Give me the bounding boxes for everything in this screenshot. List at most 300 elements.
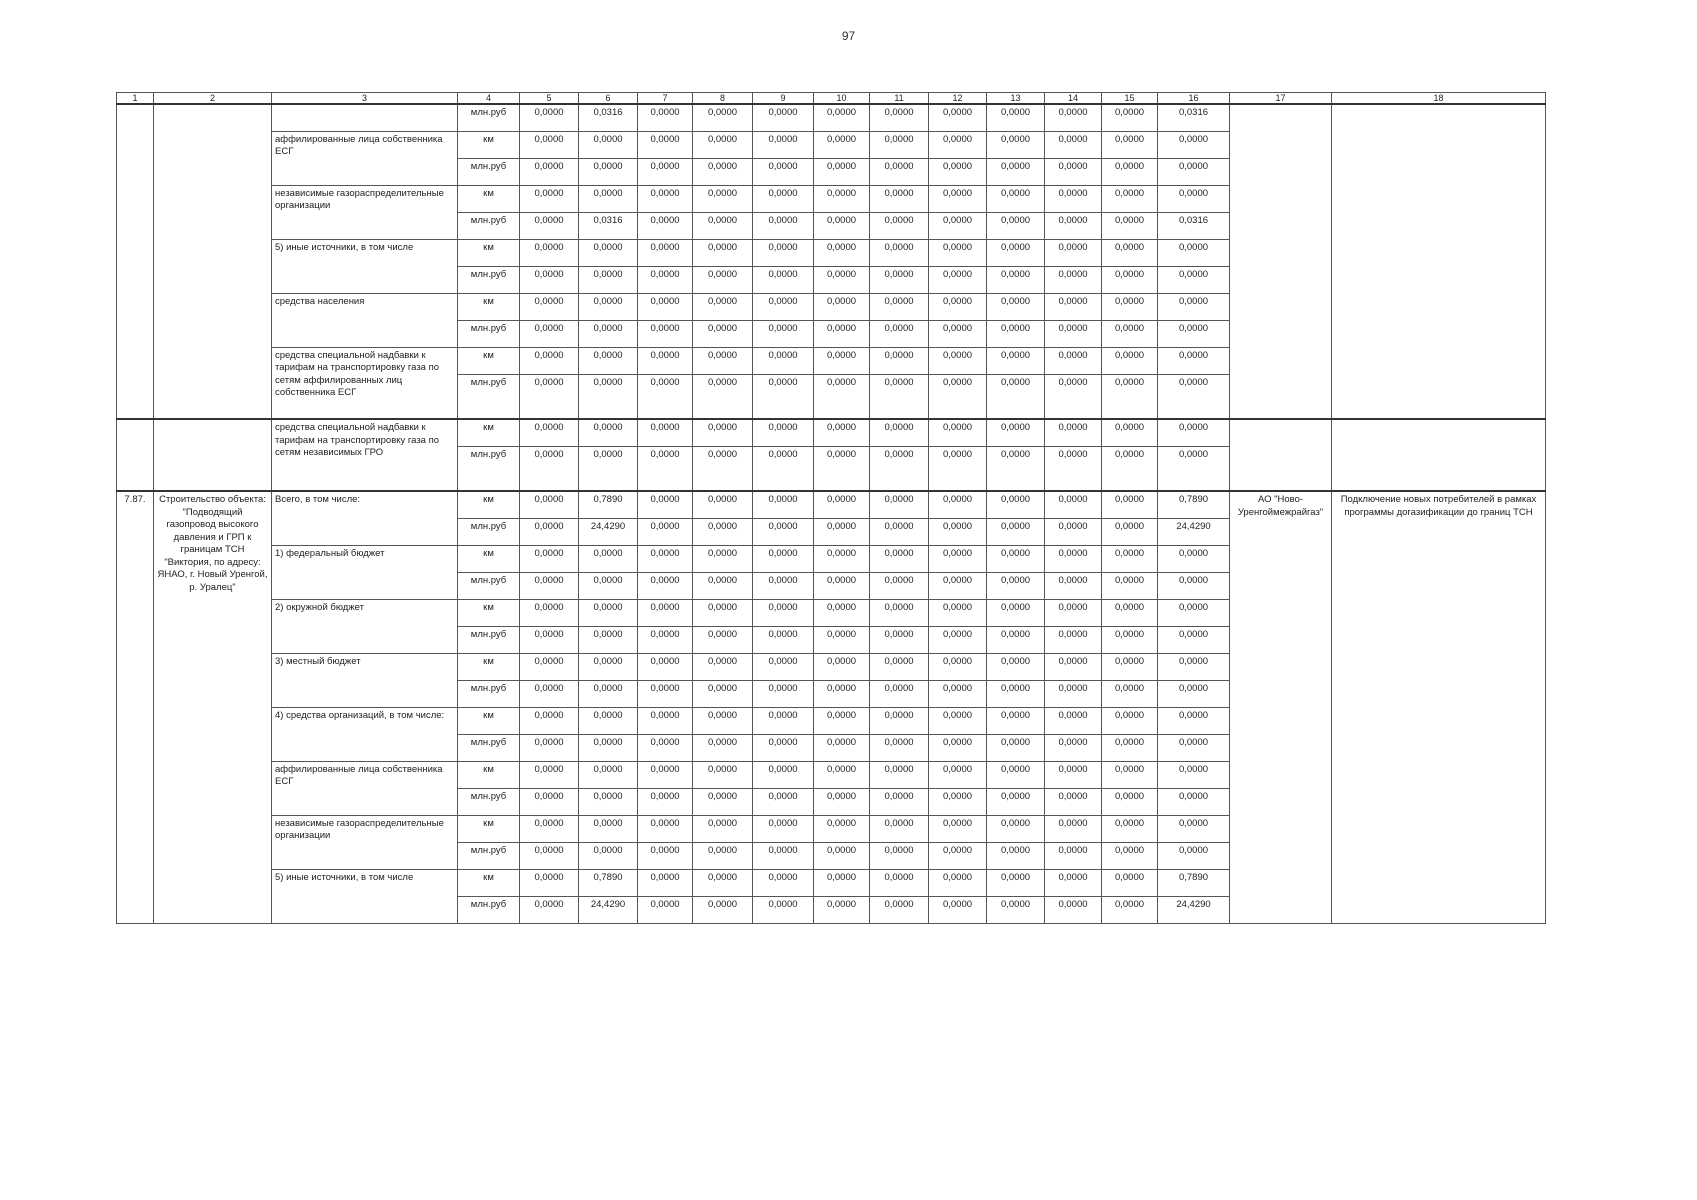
value-cell: 0,0000 [1102, 572, 1158, 599]
value-cell: 0,0000 [579, 626, 638, 653]
column-number-cell: 3 [272, 93, 458, 105]
value-cell: 0,0000 [693, 572, 753, 599]
value-cell: 0,0000 [693, 626, 753, 653]
value-cell: 0,0000 [870, 599, 929, 626]
unit-cell: млн.руб [458, 266, 520, 293]
value-cell: 0,0000 [1045, 545, 1102, 572]
value-cell: 0,0000 [520, 599, 579, 626]
value-cell: 0,0000 [814, 158, 870, 185]
value-cell: 0,0000 [753, 653, 814, 680]
value-cell: 24,4290 [1158, 896, 1230, 923]
value-cell: 0,0000 [870, 419, 929, 446]
value-cell: 0,0000 [638, 212, 693, 239]
value-cell: 24,4290 [579, 896, 638, 923]
value-cell: 0,0000 [929, 707, 987, 734]
value-cell: 0,0000 [638, 266, 693, 293]
value-cell: 0,0000 [987, 572, 1045, 599]
value-cell: 0,0000 [870, 896, 929, 923]
value-cell: 0,0000 [753, 212, 814, 239]
value-cell: 0,0000 [638, 374, 693, 419]
value-cell: 0,0000 [929, 446, 987, 491]
value-cell: 0,0000 [753, 545, 814, 572]
value-cell: 0,0000 [693, 599, 753, 626]
value-cell: 0,0000 [929, 815, 987, 842]
value-cell: 0,0000 [753, 104, 814, 131]
column-number-cell: 16 [1158, 93, 1230, 105]
value-cell: 0,0000 [638, 320, 693, 347]
value-cell: 0,0000 [814, 239, 870, 266]
value-cell: 0,0000 [753, 239, 814, 266]
value-cell: 0,0000 [1158, 815, 1230, 842]
value-cell: 0,0000 [1102, 788, 1158, 815]
value-cell: 0,0000 [987, 212, 1045, 239]
value-cell: 0,0000 [987, 320, 1045, 347]
value-cell: 0,0000 [753, 761, 814, 788]
value-cell: 0,0000 [753, 293, 814, 320]
value-cell: 0,0000 [693, 518, 753, 545]
value-cell: 0,7890 [1158, 491, 1230, 518]
column-number-cell: 8 [693, 93, 753, 105]
value-cell: 0,0000 [1045, 446, 1102, 491]
value-cell: 0,7890 [579, 869, 638, 896]
value-cell: 0,0000 [638, 842, 693, 869]
value-cell: 0,0000 [929, 104, 987, 131]
unit-cell: млн.руб [458, 734, 520, 761]
value-cell: 0,0000 [814, 599, 870, 626]
value-cell: 0,0000 [1158, 842, 1230, 869]
value-cell: 0,0000 [579, 266, 638, 293]
value-cell: 0,0000 [987, 446, 1045, 491]
value-cell: 0,0000 [520, 734, 579, 761]
value-cell: 0,0000 [929, 599, 987, 626]
value-cell: 0,0000 [929, 266, 987, 293]
value-cell: 0,0000 [814, 761, 870, 788]
value-cell: 0,0000 [870, 869, 929, 896]
funding-source-label: средства специальной надбавки к тарифам на транспортировку газа по сетям независимых ГРО [272, 419, 458, 491]
value-cell: 0,0000 [929, 896, 987, 923]
value-cell: 0,0000 [814, 320, 870, 347]
unit-cell: млн.руб [458, 446, 520, 491]
value-cell: 0,0000 [987, 158, 1045, 185]
value-cell: 0,0000 [638, 239, 693, 266]
value-cell: 0,0000 [1158, 707, 1230, 734]
value-cell: 0,0000 [638, 131, 693, 158]
value-cell: 0,0000 [1045, 491, 1102, 518]
value-cell: 0,0000 [814, 896, 870, 923]
value-cell: 0,0000 [1102, 374, 1158, 419]
value-cell: 0,0000 [1045, 788, 1102, 815]
value-cell: 0,0000 [870, 293, 929, 320]
value-cell: 0,0000 [987, 680, 1045, 707]
item-number: 7.87. [117, 491, 154, 923]
unit-cell: км [458, 131, 520, 158]
value-cell: 0,0000 [929, 842, 987, 869]
funding-source-label: 5) иные источники, в том числе [272, 869, 458, 923]
value-cell: 0,0000 [870, 104, 929, 131]
operator-org: АО "Ново-Уренгоймежрайгаз" [1230, 491, 1332, 923]
value-cell: 0,0000 [579, 545, 638, 572]
value-cell: 0,0000 [1158, 788, 1230, 815]
value-cell: 0,0000 [1158, 572, 1230, 599]
value-cell: 0,0000 [929, 518, 987, 545]
value-cell: 0,0000 [987, 626, 1045, 653]
value-cell: 0,0000 [1102, 185, 1158, 212]
value-cell: 0,0000 [1158, 293, 1230, 320]
value-cell: 0,0316 [1158, 212, 1230, 239]
value-cell: 0,0000 [1102, 446, 1158, 491]
value-cell: 0,0000 [753, 419, 814, 446]
value-cell: 0,0000 [520, 869, 579, 896]
value-cell: 0,0000 [1045, 842, 1102, 869]
value-cell: 0,0000 [814, 842, 870, 869]
value-cell: 0,0000 [520, 320, 579, 347]
value-cell: 0,0000 [870, 266, 929, 293]
value-cell: 0,0000 [638, 104, 693, 131]
value-cell: 0,0000 [579, 293, 638, 320]
value-cell: 0,0000 [929, 680, 987, 707]
value-cell: 0,0000 [987, 653, 1045, 680]
column-number-cell: 18 [1332, 93, 1546, 105]
value-cell: 0,0000 [693, 320, 753, 347]
value-cell: 0,0000 [1158, 239, 1230, 266]
unit-cell: км [458, 347, 520, 374]
project-name: Строительство объекта: "Подводящий газопровод высокого давления и ГРП к границам ТСН "Виктория, по адресу: ЯНАО, г. Новый Уренгой, р. Уралец" [154, 491, 272, 923]
column-number-cell: 1 [117, 93, 154, 105]
value-cell: 0,0000 [929, 131, 987, 158]
value-cell: 0,0000 [753, 680, 814, 707]
value-cell: 0,0000 [638, 761, 693, 788]
value-cell: 0,0000 [987, 599, 1045, 626]
value-cell: 0,0000 [753, 374, 814, 419]
value-cell: 0,0000 [987, 896, 1045, 923]
unit-cell: млн.руб [458, 212, 520, 239]
value-cell: 0,0000 [693, 104, 753, 131]
value-cell: 0,0000 [1045, 761, 1102, 788]
value-cell: 0,0000 [1102, 491, 1158, 518]
value-cell: 0,0000 [520, 680, 579, 707]
value-cell: 0,0000 [753, 446, 814, 491]
unit-cell: км [458, 707, 520, 734]
value-cell: 0,0000 [638, 734, 693, 761]
value-cell: 0,0000 [929, 293, 987, 320]
value-cell: 0,0000 [579, 761, 638, 788]
column-number-row [117, 93, 1546, 105]
value-cell: 0,0000 [929, 158, 987, 185]
value-cell: 0,0000 [1045, 131, 1102, 158]
value-cell: 0,0000 [579, 347, 638, 374]
value-cell: 0,0000 [987, 419, 1045, 446]
value-cell: 0,0000 [693, 788, 753, 815]
value-cell: 0,0000 [1158, 545, 1230, 572]
value-cell: 0,0000 [753, 869, 814, 896]
project-purpose [1332, 419, 1546, 491]
value-cell: 0,0000 [987, 842, 1045, 869]
value-cell: 0,0000 [1102, 869, 1158, 896]
value-cell: 0,0000 [579, 320, 638, 347]
value-cell: 0,0000 [1045, 104, 1102, 131]
funding-source-label: 5) иные источники, в том числе [272, 239, 458, 293]
value-cell: 0,0000 [520, 374, 579, 419]
unit-cell: км [458, 761, 520, 788]
unit-cell: млн.руб [458, 518, 520, 545]
unit-cell: км [458, 491, 520, 518]
value-cell: 0,0000 [929, 185, 987, 212]
value-cell: 0,0000 [1102, 212, 1158, 239]
column-number-cell: 9 [753, 93, 814, 105]
value-cell: 0,0000 [520, 572, 579, 599]
value-cell: 0,0000 [1045, 347, 1102, 374]
value-cell: 0,0000 [693, 347, 753, 374]
value-cell: 0,0000 [1045, 293, 1102, 320]
value-cell: 0,0000 [870, 572, 929, 599]
project-purpose: Подключение новых потребителей в рамках программы догазификации до границ ТСН [1332, 491, 1546, 923]
project-purpose [1332, 104, 1546, 419]
value-cell: 0,0000 [693, 842, 753, 869]
unit-cell: млн.руб [458, 104, 520, 131]
value-cell: 0,0000 [520, 185, 579, 212]
value-cell: 0,0000 [579, 815, 638, 842]
value-cell: 0,0000 [579, 239, 638, 266]
value-cell: 0,0000 [814, 293, 870, 320]
value-cell: 0,0000 [520, 446, 579, 491]
value-cell: 0,0000 [1102, 266, 1158, 293]
value-cell: 0,0000 [579, 680, 638, 707]
value-cell: 0,0000 [987, 869, 1045, 896]
value-cell: 0,0000 [1045, 185, 1102, 212]
value-cell: 0,0000 [520, 545, 579, 572]
value-cell: 0,0000 [579, 374, 638, 419]
unit-cell: млн.руб [458, 374, 520, 419]
value-cell: 0,0000 [1045, 869, 1102, 896]
value-cell: 0,0000 [814, 653, 870, 680]
unit-cell: млн.руб [458, 896, 520, 923]
funding-source-label: Всего, в том числе: [272, 491, 458, 545]
value-cell: 0,0000 [987, 347, 1045, 374]
value-cell: 0,0000 [1158, 320, 1230, 347]
value-cell: 0,0000 [520, 104, 579, 131]
value-cell: 0,0000 [753, 788, 814, 815]
value-cell: 0,0000 [1045, 815, 1102, 842]
unit-cell: км [458, 815, 520, 842]
value-cell: 0,0000 [1102, 239, 1158, 266]
value-cell: 0,0000 [814, 572, 870, 599]
unit-cell: млн.руб [458, 842, 520, 869]
value-cell: 0,0000 [1045, 734, 1102, 761]
funding-source-label: 1) федеральный бюджет [272, 545, 458, 599]
value-cell: 0,0000 [1045, 266, 1102, 293]
value-cell: 0,0000 [929, 761, 987, 788]
value-cell: 0,0000 [814, 266, 870, 293]
value-cell: 0,0000 [579, 419, 638, 446]
value-cell: 0,0000 [520, 842, 579, 869]
value-cell: 0,0000 [638, 707, 693, 734]
value-cell: 0,0000 [638, 491, 693, 518]
unit-cell: км [458, 545, 520, 572]
value-cell: 0,0000 [520, 419, 579, 446]
value-cell: 0,0000 [1045, 239, 1102, 266]
value-cell: 0,0000 [1102, 104, 1158, 131]
value-cell: 0,0000 [870, 788, 929, 815]
value-cell: 0,0000 [638, 446, 693, 491]
value-cell: 0,0000 [814, 212, 870, 239]
value-cell: 0,0000 [987, 374, 1045, 419]
value-cell: 0,0000 [693, 212, 753, 239]
value-cell: 0,0000 [1102, 347, 1158, 374]
unit-cell: км [458, 653, 520, 680]
value-cell: 0,0000 [1158, 761, 1230, 788]
value-cell: 0,0000 [870, 347, 929, 374]
value-cell: 0,0000 [520, 239, 579, 266]
value-cell: 0,0000 [929, 419, 987, 446]
value-cell: 0,0316 [579, 212, 638, 239]
value-cell: 0,0000 [1045, 212, 1102, 239]
value-cell: 0,0000 [929, 572, 987, 599]
value-cell: 0,0000 [753, 131, 814, 158]
value-cell: 0,0000 [1102, 842, 1158, 869]
value-cell: 0,0000 [520, 347, 579, 374]
value-cell: 0,0000 [987, 734, 1045, 761]
unit-cell: км [458, 239, 520, 266]
value-cell: 0,0000 [870, 239, 929, 266]
value-cell: 0,0000 [693, 419, 753, 446]
value-cell: 0,0000 [753, 491, 814, 518]
value-cell: 0,0000 [1158, 185, 1230, 212]
value-cell: 0,0000 [870, 518, 929, 545]
value-cell: 0,0000 [520, 761, 579, 788]
value-cell: 0,0000 [693, 761, 753, 788]
value-cell: 0,7890 [579, 491, 638, 518]
table-row [117, 419, 1546, 446]
value-cell: 0,0000 [814, 869, 870, 896]
value-cell: 0,0000 [870, 185, 929, 212]
value-cell: 0,0000 [1045, 626, 1102, 653]
value-cell: 0,0000 [1158, 347, 1230, 374]
value-cell: 0,0000 [520, 626, 579, 653]
value-cell: 0,0000 [870, 212, 929, 239]
value-cell: 0,0000 [520, 653, 579, 680]
value-cell: 0,0000 [929, 788, 987, 815]
value-cell: 0,0000 [1158, 626, 1230, 653]
value-cell: 0,0000 [870, 491, 929, 518]
value-cell: 0,0000 [693, 653, 753, 680]
value-cell: 0,0000 [870, 815, 929, 842]
unit-cell: км [458, 185, 520, 212]
value-cell: 0,0000 [693, 266, 753, 293]
value-cell: 0,0000 [579, 734, 638, 761]
value-cell: 0,0000 [520, 707, 579, 734]
value-cell: 0,0000 [638, 626, 693, 653]
value-cell: 0,0000 [1102, 626, 1158, 653]
value-cell: 0,0000 [579, 185, 638, 212]
unit-cell: млн.руб [458, 788, 520, 815]
value-cell: 0,0000 [753, 518, 814, 545]
value-cell: 0,0000 [520, 293, 579, 320]
value-cell: 0,0000 [987, 545, 1045, 572]
value-cell: 0,0000 [1045, 158, 1102, 185]
value-cell: 0,0000 [753, 734, 814, 761]
value-cell: 0,0000 [1158, 374, 1230, 419]
funding-source-label: 2) окружной бюджет [272, 599, 458, 653]
value-cell: 0,0000 [814, 788, 870, 815]
value-cell: 0,0000 [870, 653, 929, 680]
value-cell: 0,0000 [520, 896, 579, 923]
funding-source-label: 3) местный бюджет [272, 653, 458, 707]
value-cell: 0,0000 [870, 734, 929, 761]
value-cell: 0,0316 [1158, 104, 1230, 131]
value-cell: 0,0000 [1045, 320, 1102, 347]
value-cell: 0,0000 [753, 266, 814, 293]
column-number-cell: 13 [987, 93, 1045, 105]
value-cell: 0,0000 [520, 518, 579, 545]
value-cell: 0,0000 [987, 707, 1045, 734]
value-cell: 0,0000 [1045, 653, 1102, 680]
value-cell: 24,4290 [579, 518, 638, 545]
funding-source-label: средства специальной надбавки к тарифам на транспортировку газа по сетям аффилированных лиц собственника ЕСГ [272, 347, 458, 419]
value-cell: 0,0000 [1102, 707, 1158, 734]
value-cell: 0,0316 [579, 104, 638, 131]
value-cell: 0,0000 [693, 707, 753, 734]
value-cell: 0,0000 [929, 869, 987, 896]
value-cell: 0,0000 [1045, 419, 1102, 446]
value-cell: 0,0000 [753, 842, 814, 869]
funding-source-label: 4) средства организаций, в том числе: [272, 707, 458, 761]
value-cell: 0,0000 [638, 545, 693, 572]
value-cell: 0,0000 [1102, 896, 1158, 923]
unit-cell: млн.руб [458, 680, 520, 707]
value-cell: 0,0000 [987, 239, 1045, 266]
unit-cell: км [458, 869, 520, 896]
value-cell: 0,0000 [1045, 572, 1102, 599]
value-cell: 0,0000 [987, 104, 1045, 131]
column-number-cell: 17 [1230, 93, 1332, 105]
value-cell: 0,0000 [638, 419, 693, 446]
value-cell: 0,0000 [987, 815, 1045, 842]
unit-cell: млн.руб [458, 320, 520, 347]
value-cell: 0,0000 [1102, 158, 1158, 185]
value-cell: 0,0000 [1102, 419, 1158, 446]
item-number [117, 104, 154, 419]
value-cell: 0,0000 [579, 158, 638, 185]
value-cell: 0,0000 [814, 545, 870, 572]
value-cell: 0,0000 [753, 815, 814, 842]
unit-cell: км [458, 599, 520, 626]
value-cell: 0,0000 [870, 680, 929, 707]
value-cell: 0,0000 [579, 842, 638, 869]
value-cell: 0,0000 [638, 185, 693, 212]
value-cell: 0,0000 [870, 842, 929, 869]
value-cell: 0,0000 [1158, 599, 1230, 626]
value-cell: 0,0000 [638, 599, 693, 626]
value-cell: 0,0000 [870, 374, 929, 419]
value-cell: 0,0000 [987, 293, 1045, 320]
value-cell: 0,0000 [693, 239, 753, 266]
value-cell: 0,0000 [929, 653, 987, 680]
value-cell: 0,0000 [987, 788, 1045, 815]
value-cell: 0,0000 [638, 158, 693, 185]
value-cell: 0,0000 [520, 788, 579, 815]
column-number-cell: 15 [1102, 93, 1158, 105]
value-cell: 0,0000 [753, 626, 814, 653]
value-cell: 0,0000 [1045, 707, 1102, 734]
value-cell: 0,0000 [638, 896, 693, 923]
value-cell: 0,0000 [1102, 545, 1158, 572]
value-cell: 0,0000 [870, 131, 929, 158]
value-cell: 24,4290 [1158, 518, 1230, 545]
project-name [154, 419, 272, 491]
value-cell: 0,0000 [929, 320, 987, 347]
funding-source-label: независимые газораспределительные организации [272, 815, 458, 869]
funding-source-label: средства населения [272, 293, 458, 347]
